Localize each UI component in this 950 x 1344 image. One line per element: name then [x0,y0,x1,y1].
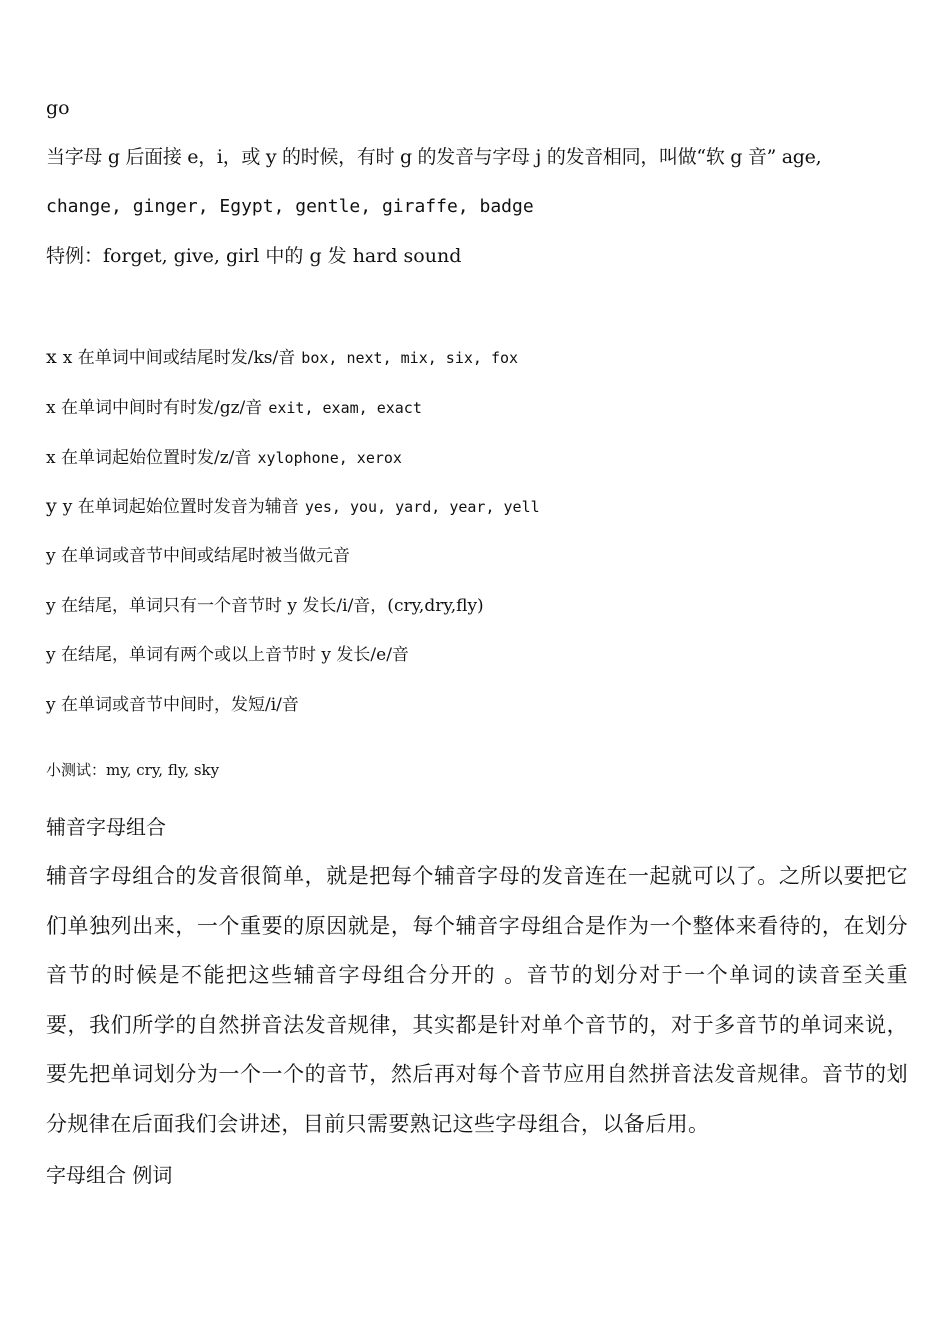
y-rule-consonant-examples: yes, you, yard, year, yell [304,498,540,516]
consonant-paragraph: 辅音字母组合的发音很简单，就是把每个辅音字母的发音连在一起就可以了。之所以要把它们单独列出来，一个重要的原因就是，每个辅音字母组合是作为一个整体来看待的，在划分音节的时候是不能把这些辅音字母组合分开的 。音节的划分对于一个单词的读音至关重要，我们所学的自然拼音法发音规律，其实都是针对单个音节的，对于多音节的单词来说，要先把单词划分为一个一个的音节，然后再对每个音节应用自然拼音法发音规律。音节的划分规律在后面我们会讲述，目前只需要熟记这些字母组合，以备后用。 [46,864,908,1136]
y-rule-consonant [46,494,540,519]
x-rule-ks [46,345,518,370]
table-header: 字母组合 例词 [46,1163,173,1187]
x-rule-gz-examples: exit, exam, exact [268,399,422,417]
y-rule-long-i: y 在结尾，单词只有一个音节时 y 发长/i/音，(cry,dry,fly) [46,596,484,616]
x-rule-z-examples: xylophone, xerox [257,449,402,467]
x-letter: x [46,346,57,368]
x-rule-gz-text: x 在单词中间时有时发/gz/音 [46,398,263,418]
x-rule-ks-examples: box, next, mix, six, fox [301,349,519,367]
y-rule-consonant-text: y 在单词起始位置时发音为辅音 [62,497,299,517]
soft-g-examples: change, ginger, Egypt, gentle, giraffe, badge [46,196,534,217]
x-rule-ks-text: x 在单词中间或结尾时发/ks/音 [62,348,296,368]
y-rule-long-e: y 在结尾，单词有两个或以上音节时 y 发长/e/音 [46,645,409,665]
x-rule-z-text: x 在单词起始位置时发/z/音 [46,448,252,468]
y-rule-short-i: y 在单词或音节中间时，发短/i/音 [46,695,299,715]
soft-g-rule: 当字母 g 后面接 e，i，或 y 的时候，有时 g 的发音与字母 j 的发音相同，叫做“软 g 音” age, [46,146,822,168]
g-exception: 特例：forget, give, girl 中的 g 发 hard sound [46,245,462,267]
consonant-heading: 辅音字母组合 [46,815,166,839]
quiz-line: 小测试：my, cry, fly, sky [46,761,220,779]
y-letter: y [46,495,57,517]
x-rule-gz [46,395,422,420]
g-line-go: go [46,97,70,119]
y-rule-vowel: y 在单词或音节中间或结尾时被当做元音 [46,546,351,566]
x-rule-z [46,445,402,470]
